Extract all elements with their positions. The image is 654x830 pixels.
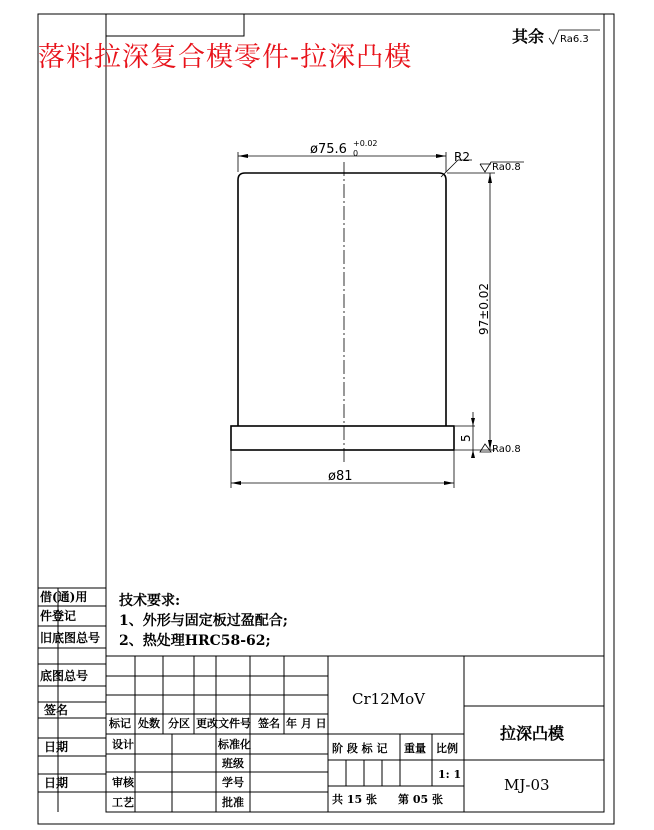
scale-value: 1: 1 bbox=[438, 768, 462, 781]
role-design: 设计 bbox=[112, 738, 134, 751]
dim-flange-height: 5 bbox=[459, 434, 473, 442]
arrow-flange-left bbox=[231, 481, 241, 485]
tech-item-1: 1、外形与固定板过盈配合; bbox=[119, 613, 288, 629]
drawing-number: MJ-03 bbox=[504, 776, 550, 794]
sheet-number: 第 05 张 bbox=[398, 793, 443, 806]
arrow-top-left bbox=[238, 154, 248, 158]
punch-flange bbox=[231, 426, 454, 450]
arrow-flange-right bbox=[444, 481, 454, 485]
approval-class: 班级 bbox=[222, 757, 244, 770]
approval-student-no: 学号 bbox=[222, 776, 244, 789]
roughness-note-prefix: 其余 bbox=[512, 27, 545, 46]
stage-header-weight: 重量 bbox=[404, 742, 426, 755]
strip-label: 日期 bbox=[44, 776, 69, 790]
dim-flange-diameter: ø81 bbox=[328, 469, 353, 484]
rev-header: 分区 bbox=[168, 717, 190, 730]
roughness-top-value: Ra0.8 bbox=[492, 162, 521, 173]
strip-label: 日期 bbox=[44, 740, 69, 754]
tech-heading: 技术要求: bbox=[119, 593, 181, 609]
strip-label: 件登记 bbox=[40, 609, 77, 623]
part-name: 拉深凸模 bbox=[500, 724, 565, 743]
strip-label: 借(通)用 bbox=[40, 590, 88, 604]
punch-body bbox=[238, 173, 446, 426]
roughness-note-value: Ra6.3 bbox=[560, 34, 589, 45]
role-process: 工艺 bbox=[112, 796, 134, 809]
sheet-total: 共 15 张 bbox=[332, 793, 377, 806]
strip-label: 底图总号 bbox=[40, 669, 89, 683]
approval-standard: 标准化 bbox=[218, 738, 251, 751]
dim-top-diameter-tol: +0.02 bbox=[353, 139, 378, 148]
arrow-flange-bottom bbox=[471, 450, 475, 458]
drawing-title: 落料拉深复合模零件-拉深凸模 bbox=[38, 42, 413, 73]
dim-height: 97±0.02 bbox=[477, 282, 491, 335]
stage-header: 阶 段 标 记 bbox=[332, 742, 388, 755]
rev-header: 签名 bbox=[258, 717, 280, 730]
stage-header-scale: 比例 bbox=[436, 742, 458, 755]
arrow-height-top bbox=[488, 173, 492, 183]
material: Cr12MoV bbox=[352, 690, 425, 708]
dim-radius: R2 bbox=[454, 150, 470, 164]
role-review: 审核 bbox=[112, 776, 134, 789]
rev-header: 处数 bbox=[138, 717, 160, 730]
roughness-bottom-value: Ra0.8 bbox=[492, 444, 521, 455]
dim-top-diameter: ø75.6 bbox=[310, 142, 347, 157]
rev-header: 标记 bbox=[109, 717, 131, 730]
rev-header: 年 月 日 bbox=[286, 717, 327, 730]
dim-top-diameter-tol-zero: 0 bbox=[353, 149, 359, 158]
corner-box bbox=[106, 14, 244, 36]
outer-border bbox=[38, 14, 614, 824]
strip-label: 签名 bbox=[44, 703, 69, 717]
rev-header: 更改文件号 bbox=[196, 717, 251, 730]
arrow-flange-top bbox=[471, 418, 475, 426]
approval-approve: 批准 bbox=[222, 796, 244, 809]
strip-label: 旧底图总号 bbox=[40, 631, 101, 645]
tech-item-2: 2、热处理HRC58-62; bbox=[119, 633, 271, 649]
arrow-top-right bbox=[436, 154, 446, 158]
